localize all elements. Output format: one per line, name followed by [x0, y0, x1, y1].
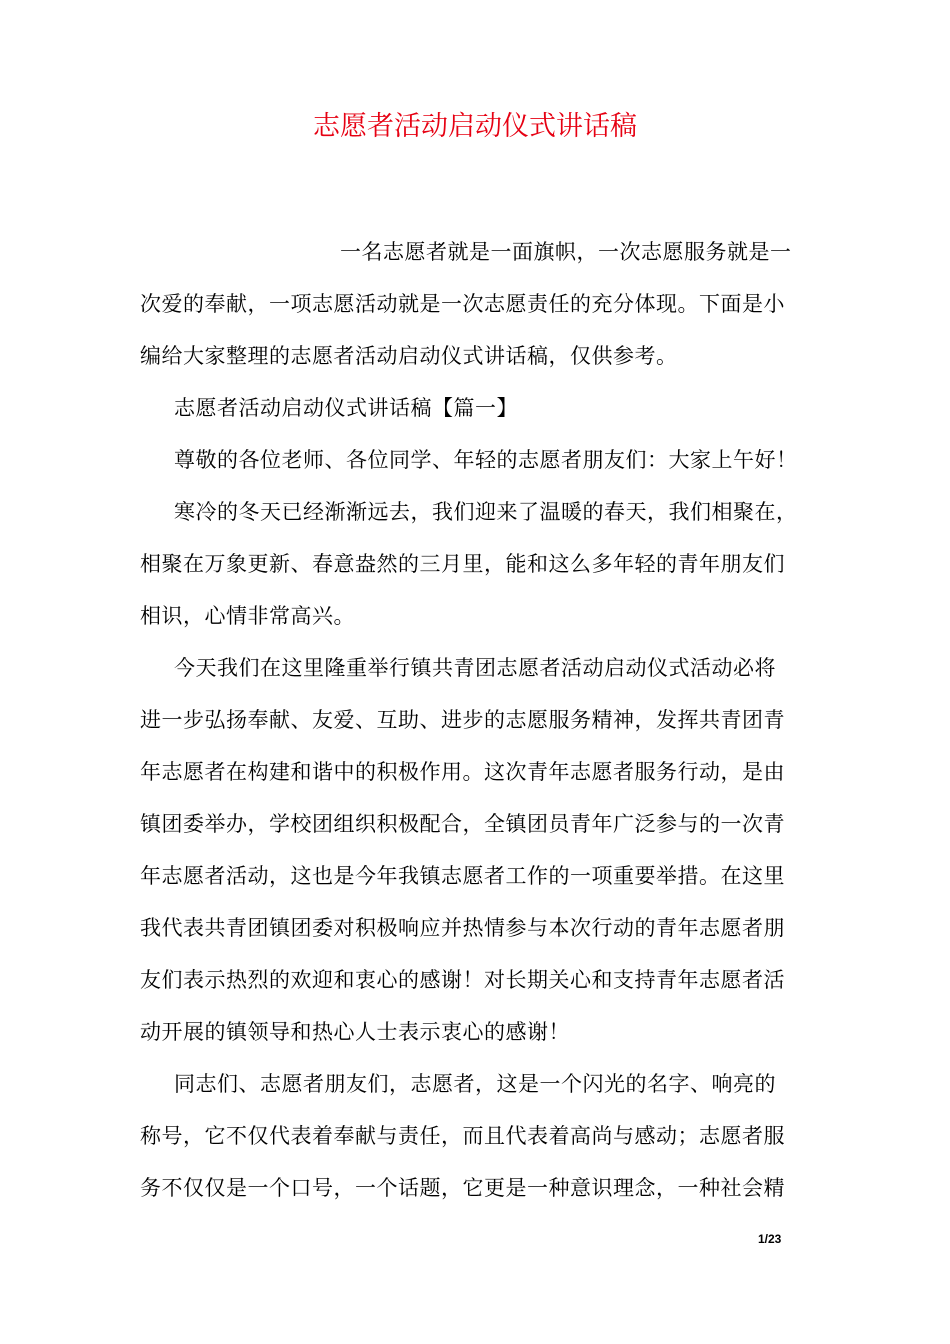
intro-line-2: 次爱的奉献，一项志愿活动就是一次志愿责任的充分体现。下面是小 [140, 292, 785, 316]
document-title: 志愿者活动启动仪式讲话稿 [313, 111, 637, 142]
paragraph-2-line-4: 镇团委举办，学校团组织积极配合，全镇团员青年广泛参与的一次青 [140, 812, 785, 836]
paragraph-1-line-3: 相识，心情非常高兴。 [140, 604, 355, 628]
paragraph-3-line-1: 同志们、志愿者朋友们，志愿者，这是一个闪光的名字、响亮的 [174, 1072, 776, 1096]
salutation: 尊敬的各位老师、各位同学、年轻的志愿者朋友们：大家上午好！ [174, 448, 798, 472]
document-body [140, 226, 830, 1214]
paragraph-3-line-2: 称号，它不仅代表着奉献与责任，而且代表着高尚与感动；志愿者服 [140, 1124, 785, 1148]
paragraph-1-line-1: 寒冷的冬天已经渐渐远去，我们迎来了温暖的春天，我们相聚在， [174, 500, 798, 524]
intro-line-3: 编给大家整理的志愿者活动启动仪式讲话稿，仅供参考。 [140, 344, 678, 368]
intro-line-1: 一名志愿者就是一面旗帜，一次志愿服务就是一 [340, 240, 792, 264]
paragraph-2-line-6: 我代表共青团镇团委对积极响应并热情参与本次行动的青年志愿者朋 [140, 916, 785, 940]
paragraph-3-line-3: 务不仅仅是一个口号，一个话题，它更是一种意识理念，一种社会精 [140, 1176, 785, 1200]
paragraph-2-line-3: 年志愿者在构建和谐中的积极作用。这次青年志愿者服务行动，是由 [140, 760, 785, 784]
paragraph-2-line-8: 动开展的镇领导和热心人士表示衷心的感谢！ [140, 1020, 570, 1044]
section-heading: 志愿者活动启动仪式讲话稿【篇一】 [174, 396, 518, 420]
paragraph-1-line-2: 相聚在万象更新、春意盎然的三月里，能和这么多年轻的青年朋友们 [140, 552, 785, 576]
paragraph-2-line-1: 今天我们在这里隆重举行镇共青团志愿者活动启动仪式活动必将 [174, 656, 776, 680]
paragraph-2-line-5: 年志愿者活动，这也是今年我镇志愿者工作的一项重要举措。在这里 [140, 864, 785, 888]
paragraph-2-line-2: 进一步弘扬奉献、友爱、互助、进步的志愿服务精神，发挥共青团青 [140, 708, 785, 732]
page-number: 1/23 [758, 1232, 782, 1246]
paragraph-2-line-7: 友们表示热烈的欢迎和衷心的感谢！对长期关心和支持青年志愿者活 [140, 968, 785, 992]
